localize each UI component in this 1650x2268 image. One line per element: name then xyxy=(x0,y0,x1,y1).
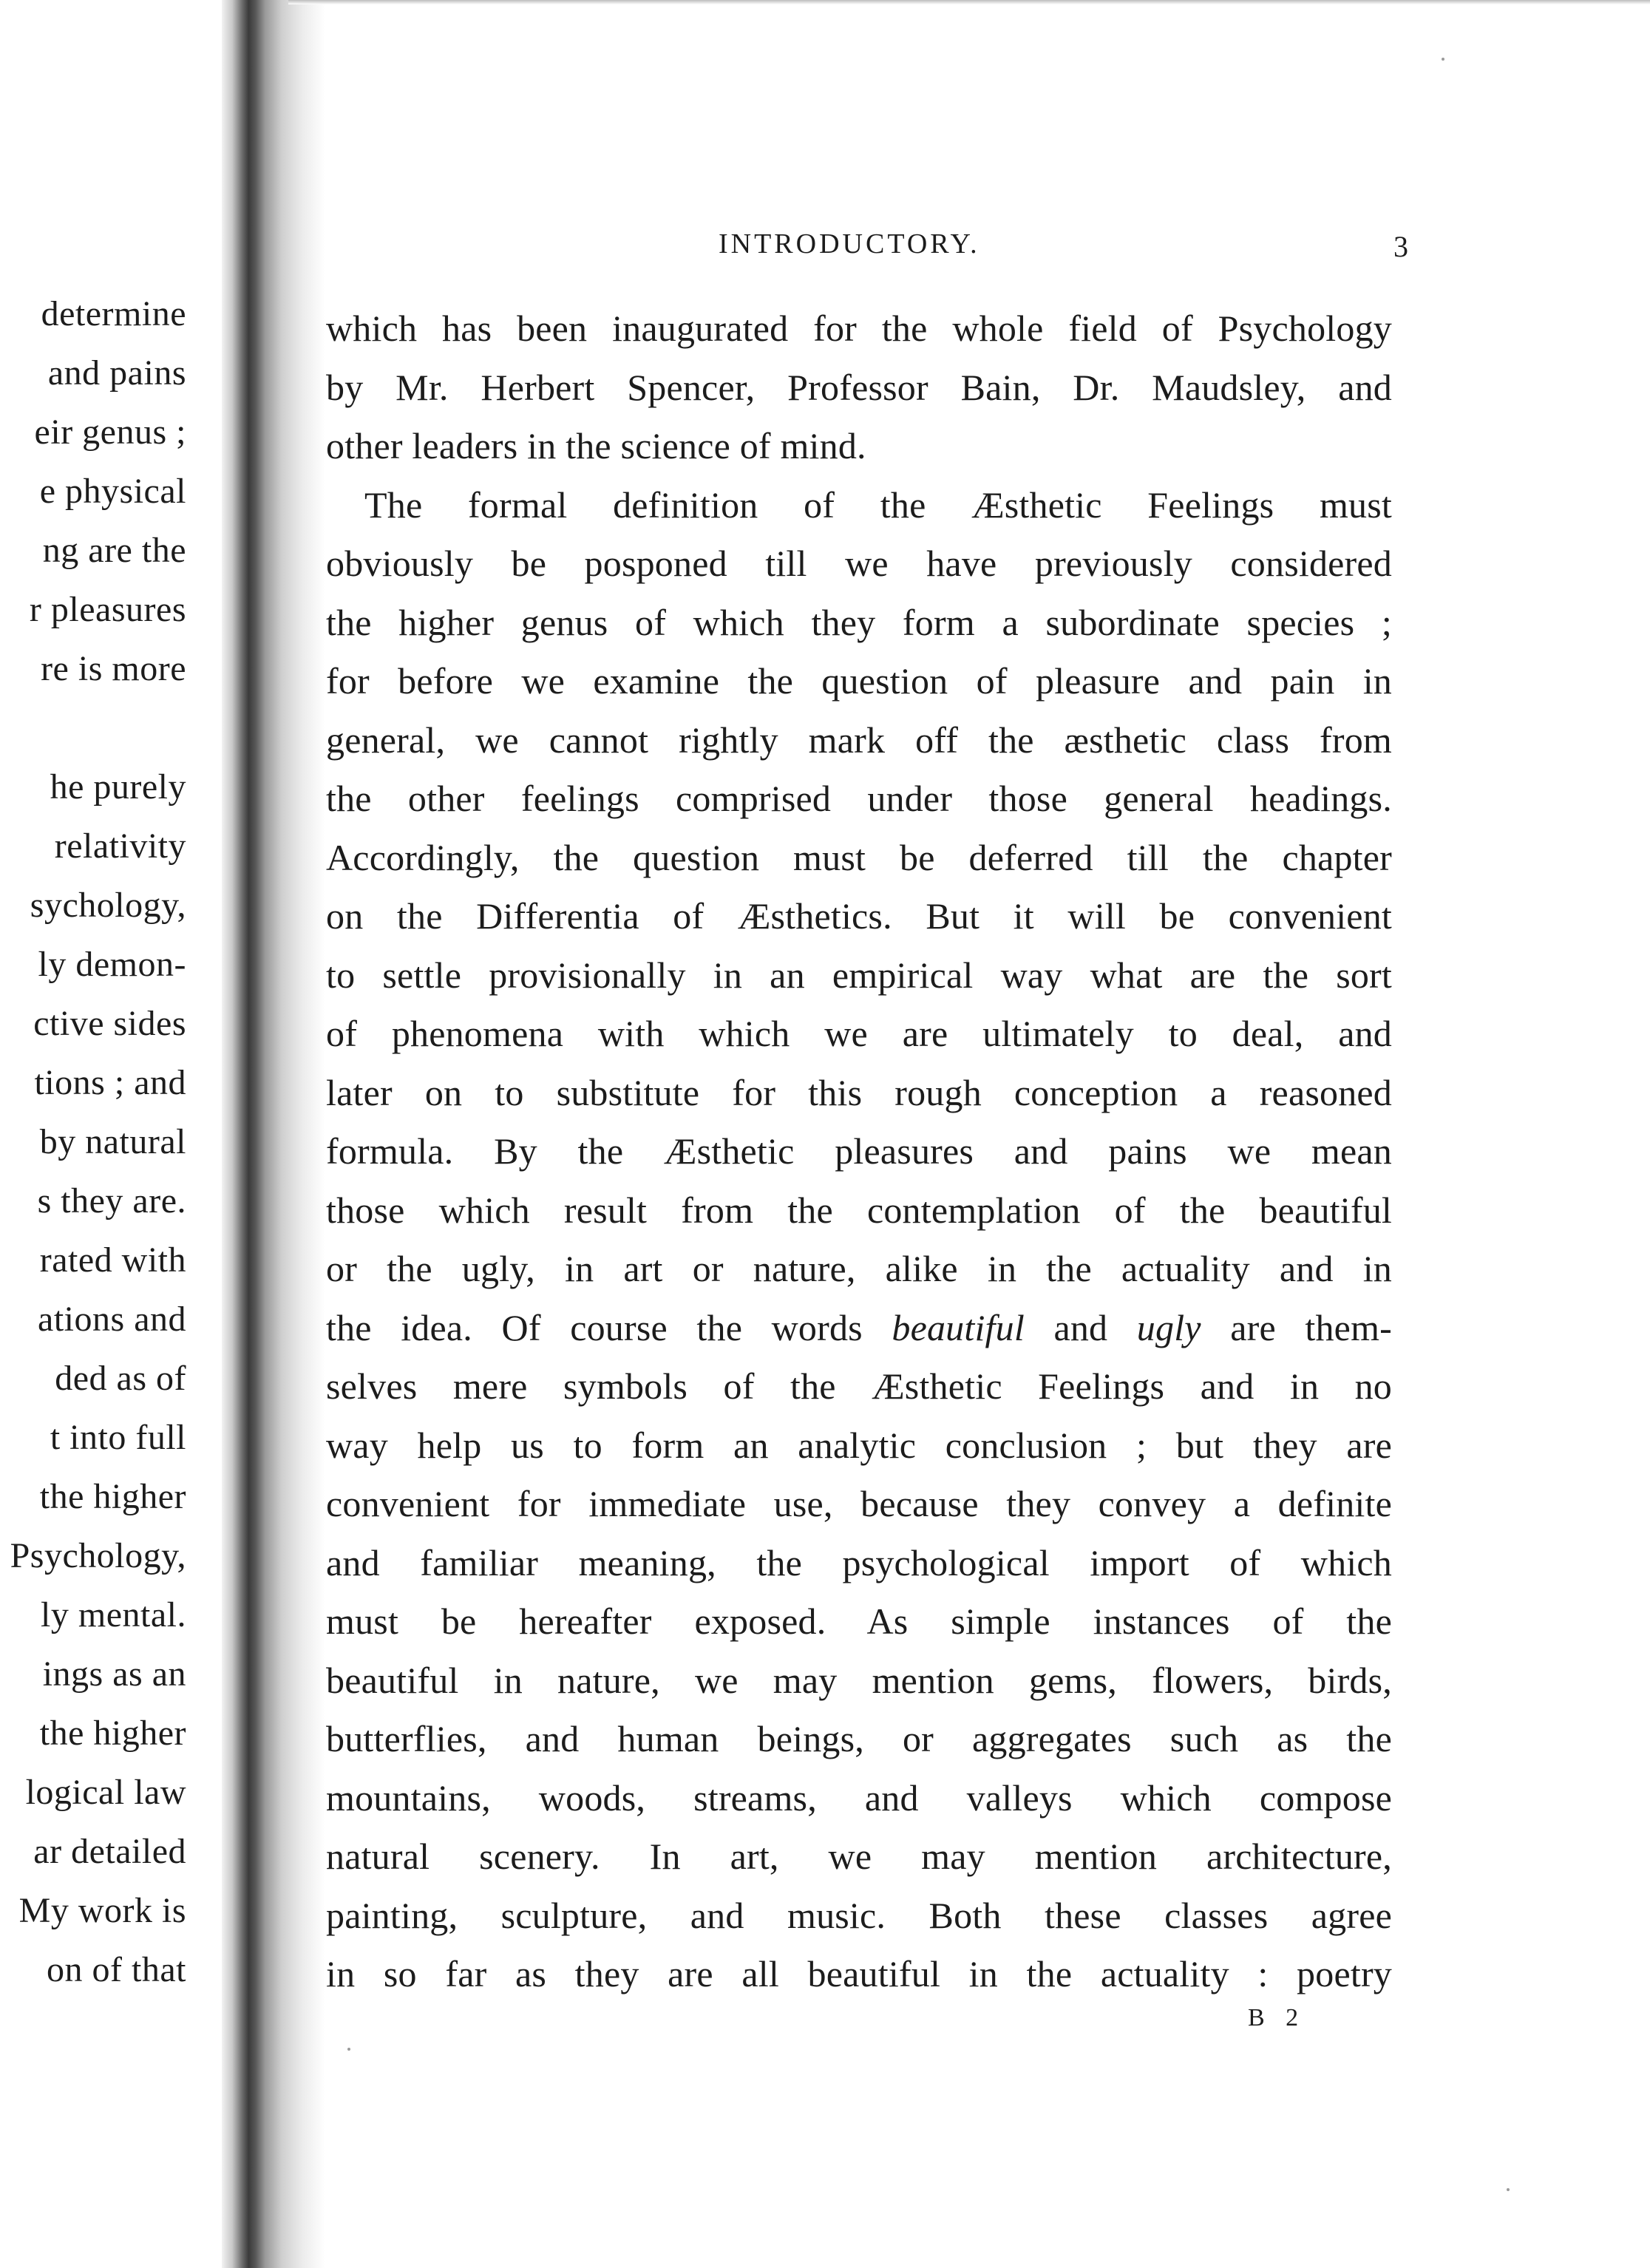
text-line-with-italics xyxy=(326,1299,1392,1358)
left-text-line: relativity xyxy=(54,826,186,866)
left-text-line: by natural xyxy=(39,1122,186,1161)
left-text-line: ded as of xyxy=(55,1359,186,1398)
left-text-line: s they are. xyxy=(37,1181,186,1220)
left-text-line: re is more xyxy=(41,649,186,688)
text-line: formula. By the Æsthetic pleasures and pains we mean xyxy=(326,1130,1392,1172)
left-text-line: ly mental. xyxy=(41,1595,186,1634)
running-head xyxy=(325,228,1650,272)
paragraph-start-line: The formal definition of the Æsthetic Feelings must xyxy=(364,483,1392,526)
left-text-line: My work is xyxy=(18,1891,186,1930)
left-text-line: he purely xyxy=(50,767,186,807)
text-line: for before we examine the question of pleasure and pain in xyxy=(326,660,1392,702)
text-line: butterflies, and human beings, or aggregates such as the xyxy=(326,1718,1392,1759)
text-line: Accordingly, the question must be deferred till the chapter xyxy=(326,836,1392,878)
left-text-line: eir genus ; xyxy=(34,412,186,452)
left-text-line: ly demon- xyxy=(38,945,186,984)
paper-speck xyxy=(1442,58,1444,61)
left-text-line: determine xyxy=(41,294,186,333)
text-line: in so far as they are all beautiful in the actuality : poetry xyxy=(326,1953,1392,1994)
text-line: the higher genus of which they form a subordinate species ; xyxy=(326,601,1392,643)
text-line: of phenomena with which we are ultimately to deal, and xyxy=(326,1013,1392,1054)
paper-speck xyxy=(347,2048,350,2051)
left-text-line: logical law xyxy=(25,1773,186,1812)
text-line: obviously be posponed till we have previously considered xyxy=(326,543,1392,584)
text-line: by Mr. Herbert Spencer, Professor Bain, Dr. Maudsley, and xyxy=(326,366,1392,408)
text-line: mountains, woods, streams, and valleys which compose xyxy=(326,1776,1392,1819)
text-line: the other feelings comprised under those general headings. xyxy=(326,778,1392,819)
left-text-line: ings as an xyxy=(42,1654,186,1694)
text-line: painting, sculpture, and music. Both these classes agree xyxy=(326,1894,1392,1936)
text-line: or the ugly, in art or nature, alike in the actuality and in xyxy=(326,1248,1392,1289)
text-line: those which result from the contemplation of the beautiful xyxy=(326,1189,1392,1231)
left-page-text xyxy=(0,285,186,2000)
text-line: general, we cannot rightly mark off the æsthetic class from xyxy=(326,719,1392,761)
text-line: beautiful in nature, we may mention gems, flowers, birds, xyxy=(326,1659,1392,1701)
text-line: to settle provisionally in an empirical way what are the sort xyxy=(326,954,1392,996)
left-text-line: tions ; and xyxy=(34,1063,186,1102)
text-line: selves mere symbols of the Æsthetic Feelings and in no xyxy=(326,1365,1392,1407)
left-facing-page xyxy=(0,0,222,2268)
body-text xyxy=(326,299,1392,2004)
right-page xyxy=(325,0,1650,2268)
paper-speck xyxy=(1507,2188,1510,2191)
left-text-line: the higher xyxy=(39,1477,186,1516)
text-line: way help us to form an analytic conclusion ; but they are xyxy=(326,1424,1392,1466)
left-text-line-blank xyxy=(0,699,186,758)
left-text-line: sychology, xyxy=(30,886,186,925)
text-line: later on to substitute for this rough conception a reasoned xyxy=(326,1071,1392,1113)
left-text-line: ctive sides xyxy=(33,1004,186,1043)
left-text-line: ng are the xyxy=(42,531,186,570)
text-segment: the idea. Of course the words xyxy=(326,1306,863,1348)
signature-mark: B 2 xyxy=(1248,2004,1306,2031)
text-segment: and xyxy=(1053,1306,1108,1348)
paragraph-end-line: other leaders in the science of mind. xyxy=(326,425,866,466)
binding-gutter xyxy=(222,0,325,2268)
page-number: 3 xyxy=(1393,230,1408,263)
running-title: INTRODUCTORY. xyxy=(719,228,980,259)
left-text-line: Psychology, xyxy=(10,1536,186,1575)
left-text-line: e physical xyxy=(39,472,186,511)
italic-word-beautiful: beautiful xyxy=(892,1306,1025,1348)
left-text-line: and pains xyxy=(47,353,186,393)
left-text-line: the higher xyxy=(39,1714,186,1753)
left-text-line: r pleasures xyxy=(29,590,186,629)
text-line: on the Differentia of Æsthetics. But it will be convenient xyxy=(326,895,1392,937)
left-text-line: t into full xyxy=(50,1418,186,1457)
text-line: and familiar meaning, the psychological import of which xyxy=(326,1541,1392,1583)
text-segment: are them- xyxy=(1230,1306,1393,1348)
text-line: which has been inaugurated for the whole field of Psychology xyxy=(326,308,1392,349)
left-text-line: on of that xyxy=(47,1950,186,1989)
italic-word-ugly: ugly xyxy=(1136,1306,1201,1348)
left-text-line: ations and xyxy=(38,1300,186,1339)
left-text-line: rated with xyxy=(39,1240,186,1280)
text-line: natural scenery. In art, we may mention architecture, xyxy=(326,1836,1392,1877)
text-line: convenient for immediate use, because they convey a definite xyxy=(326,1483,1392,1524)
text-line: must be hereafter exposed. As simple instances of the xyxy=(326,1600,1392,1642)
left-text-line: ar detailed xyxy=(33,1832,186,1871)
